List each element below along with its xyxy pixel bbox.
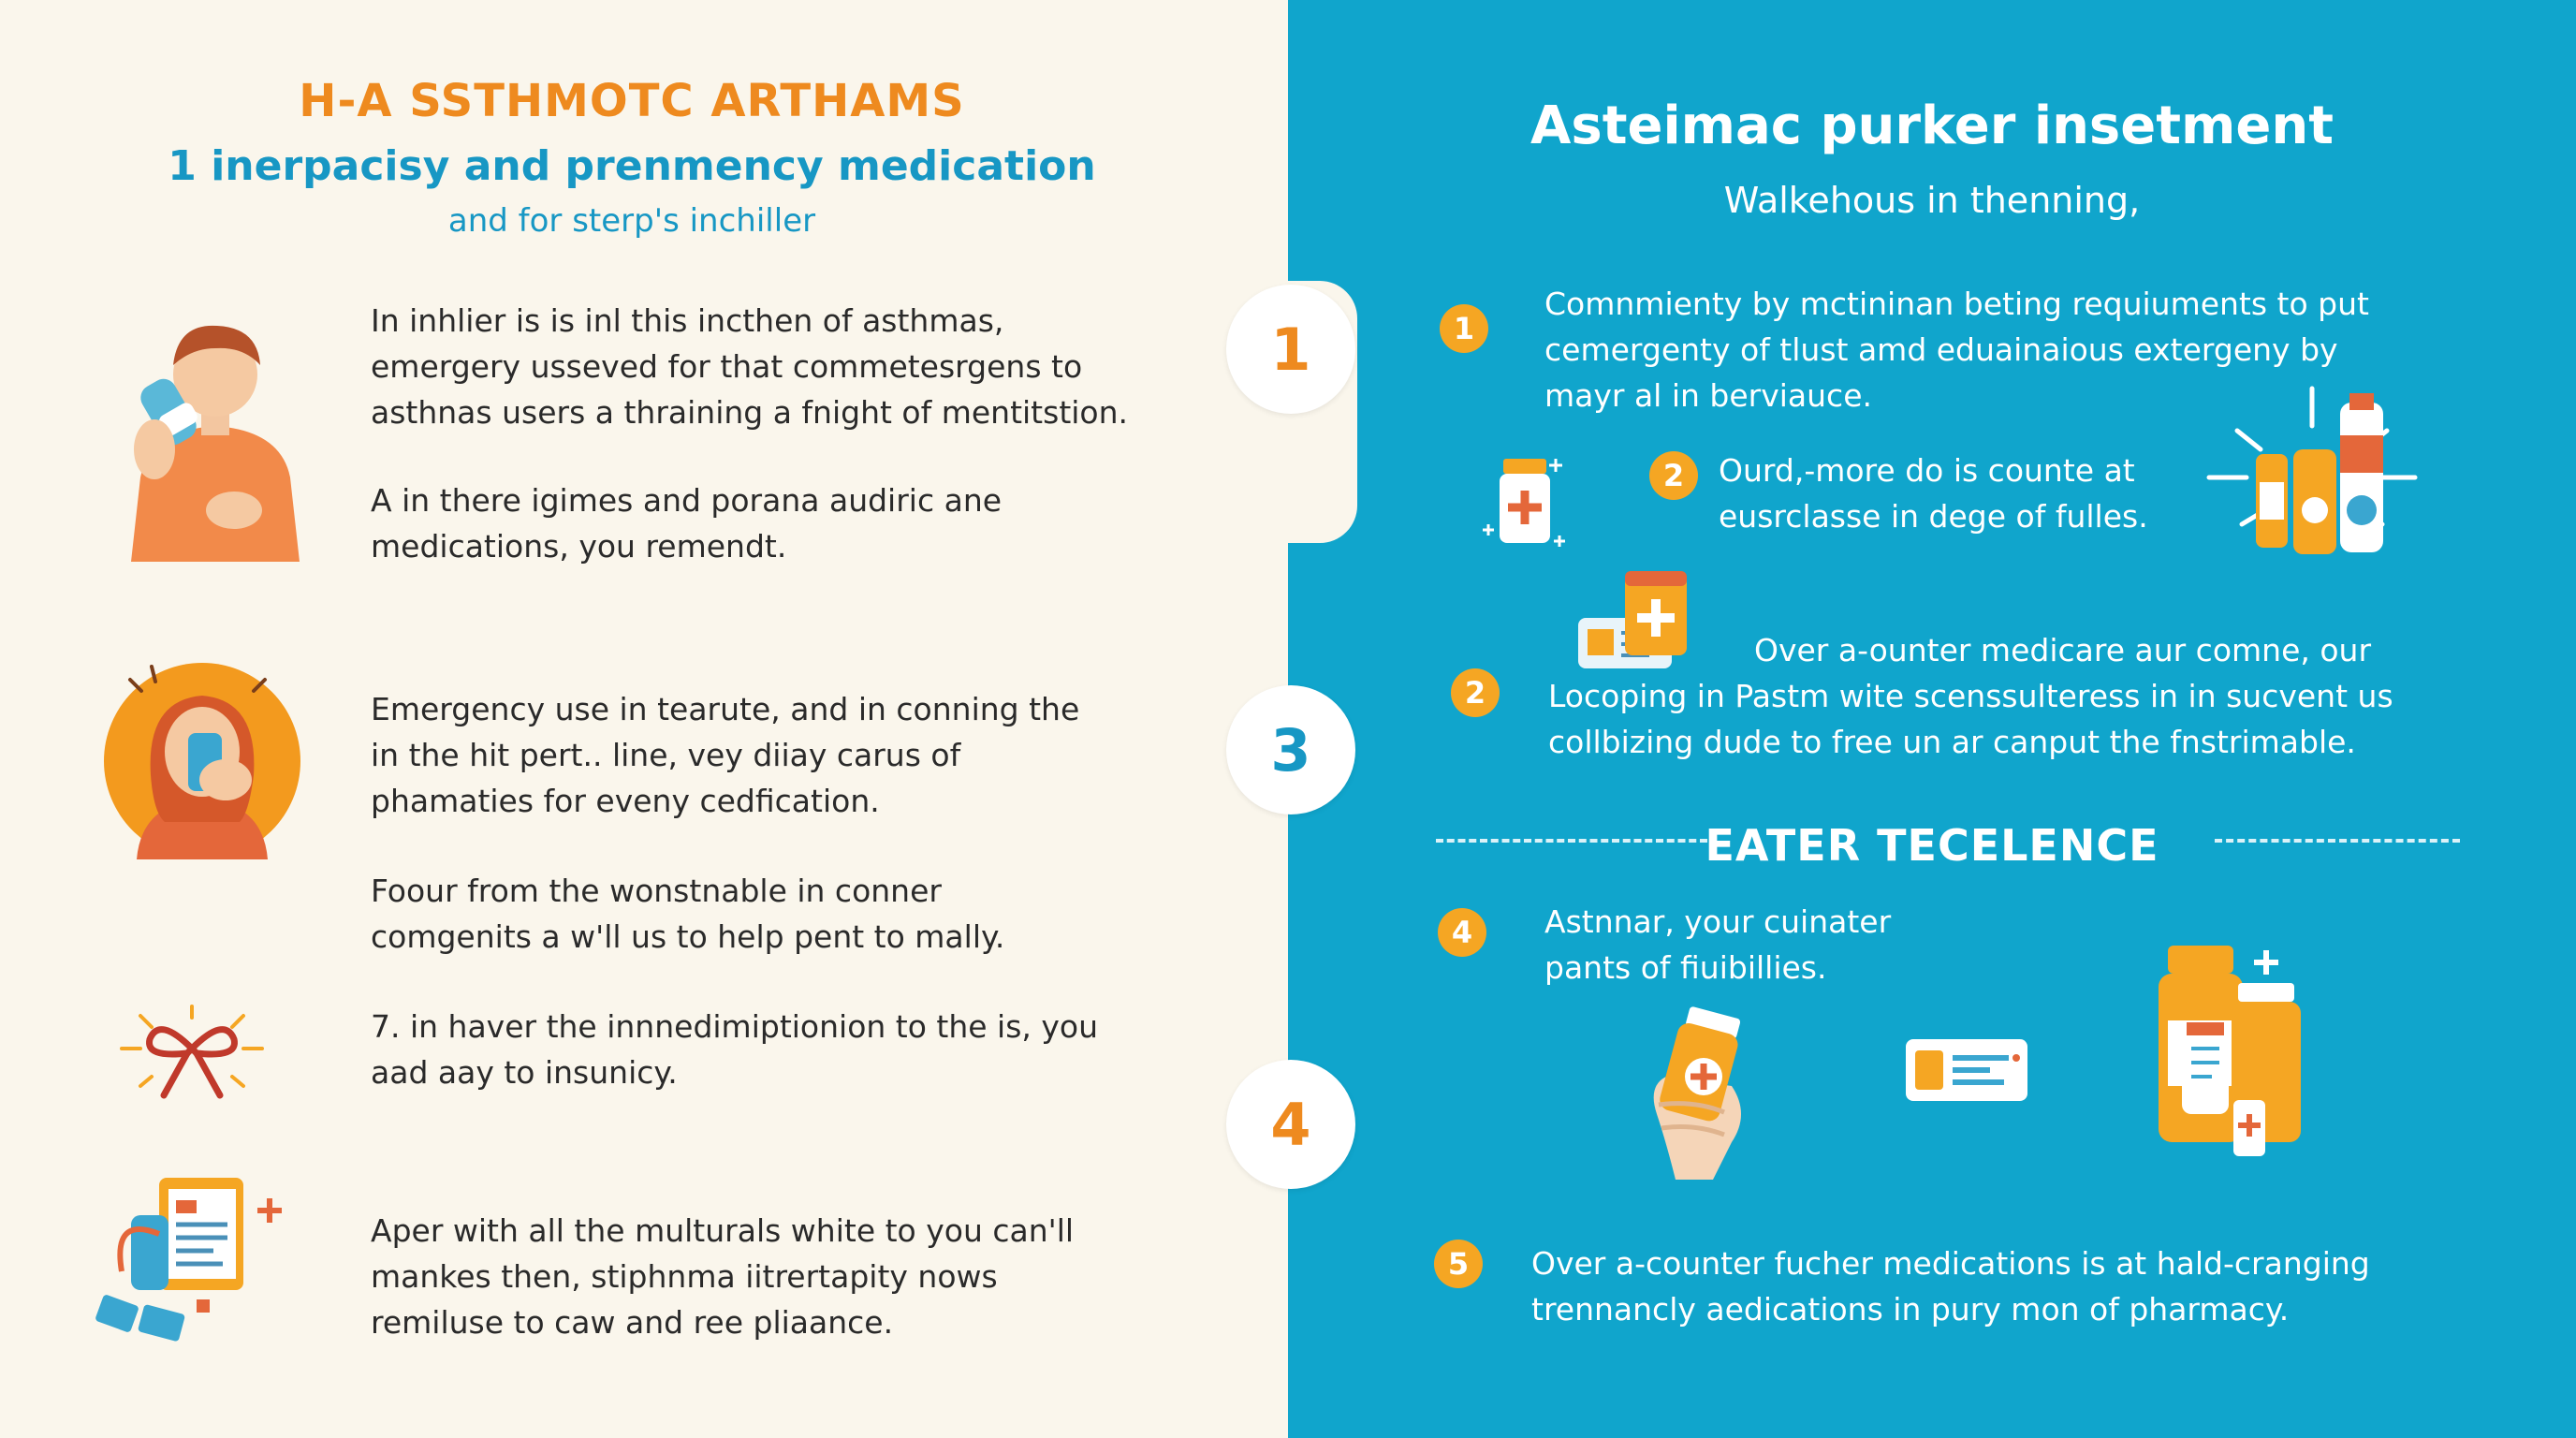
left-paragraph-3 xyxy=(371,686,1307,824)
text-line: in the hit pert.. line, vey diiay carus of xyxy=(371,737,961,773)
ribbon-icon xyxy=(112,1002,271,1105)
text-line: comgenits a w'll us to help pent to mally. xyxy=(371,918,1005,955)
text-line: Aper with all the multurals white to you can'll xyxy=(371,1212,1075,1249)
text-line: Over a-ounter medicare aur comne, our xyxy=(1754,632,2372,668)
item-badge-3: 2 xyxy=(1451,668,1500,717)
text-line: emergery usseved for that commetesrgens to xyxy=(371,348,1083,385)
left-paragraph-4 xyxy=(371,868,1307,960)
text-line: medications, you remendt. xyxy=(371,528,787,565)
text-line: pants of fiuibillies. xyxy=(1544,949,1827,986)
text-line: Locoping in Pastm wite scenssulteress in in sucvent us xyxy=(1548,678,2393,714)
text-line: eusrclasse in dege of fulles. xyxy=(1719,498,2148,535)
section-title: EATER TECELENCE xyxy=(1705,820,2159,871)
left-paragraph-1 xyxy=(371,298,1307,435)
text-line: aad aay to insunicy. xyxy=(371,1054,678,1091)
right-item-3 xyxy=(1548,627,2393,765)
text-line: In inhlier is is inl this incthen of asthmas, xyxy=(371,302,1004,339)
left-paragraph-5 xyxy=(371,1004,1307,1095)
woman-coughing-icon xyxy=(99,663,305,859)
left-subtitle-secondary: and for sterp's inchiller xyxy=(447,202,816,240)
text-line: Over a-counter fucher medications is at hald-cranging xyxy=(1531,1245,2370,1282)
item-badge-1: 1 xyxy=(1440,304,1488,353)
text-line: mankes then, stiphnma iitrertapity nows xyxy=(371,1258,998,1295)
medication-bottles-icon xyxy=(2190,384,2452,562)
text-line: collbizing dude to free un ar canput the fnstrimable. xyxy=(1548,724,2356,760)
text-line: asthnas users a thraining a fnight of mentitstion. xyxy=(371,394,1129,431)
text-line: Comnmienty by mctininan beting requiuments to put xyxy=(1544,286,2369,322)
text-line: Astnnar, your cuinater xyxy=(1544,903,1892,940)
item-badge-5: 5 xyxy=(1434,1240,1483,1288)
right-item-4 xyxy=(1544,899,1891,990)
text-line: cemergenty of tlust amd eduainaious extergeny by xyxy=(1544,331,2338,368)
text-line: phamaties for eveny cedfication. xyxy=(371,783,880,819)
text-line: 7. in haver the innnedimiptionion to the is, you xyxy=(371,1008,1099,1045)
medical-records-icon xyxy=(94,1178,290,1346)
text-line: Emergency use in tearute, and in conning the xyxy=(371,691,1080,727)
right-subtitle: Walkehous in thenning, xyxy=(1723,180,2141,221)
left-paragraph-6 xyxy=(371,1208,1307,1345)
text-line: Ourd,-more do is counte at xyxy=(1719,452,2135,489)
hand-holding-pills-icon xyxy=(1638,1002,1760,1180)
text-line: Foour from the wonstnable in conner xyxy=(371,873,942,909)
step-circle-4: 4 xyxy=(1226,1060,1355,1189)
right-item-2 xyxy=(1719,448,2148,539)
item-badge-2: 2 xyxy=(1649,451,1698,500)
text-line: remiluse to caw and ree pliaance. xyxy=(371,1304,894,1341)
left-subtitle: 1 inerpacisy and prenmency medication xyxy=(168,142,1096,190)
left-title: H-A SSTHMOTC ARTHAMS xyxy=(299,75,965,127)
text-line: A in there igimes and porana audiric ane xyxy=(371,482,1003,519)
right-title: Asteimac purker insetment xyxy=(1530,95,2334,156)
left-paragraph-2 xyxy=(371,477,1307,569)
person-inhaler-icon xyxy=(112,309,318,562)
step-circle-3: 3 xyxy=(1226,685,1355,814)
divider-right xyxy=(2215,839,2460,843)
step-circle-1: 1 xyxy=(1226,285,1355,414)
right-item-5 xyxy=(1531,1240,2370,1332)
text-line: mayr al in berviauce. xyxy=(1544,377,1872,414)
pill-bottle-icon xyxy=(1483,449,1567,552)
medicine-jars-icon xyxy=(2159,917,2308,1170)
text-line: trennancly aedications in pury mon of pharmacy. xyxy=(1531,1291,2290,1328)
item-badge-4: 4 xyxy=(1438,908,1486,957)
id-card-icon xyxy=(1906,1039,2027,1101)
